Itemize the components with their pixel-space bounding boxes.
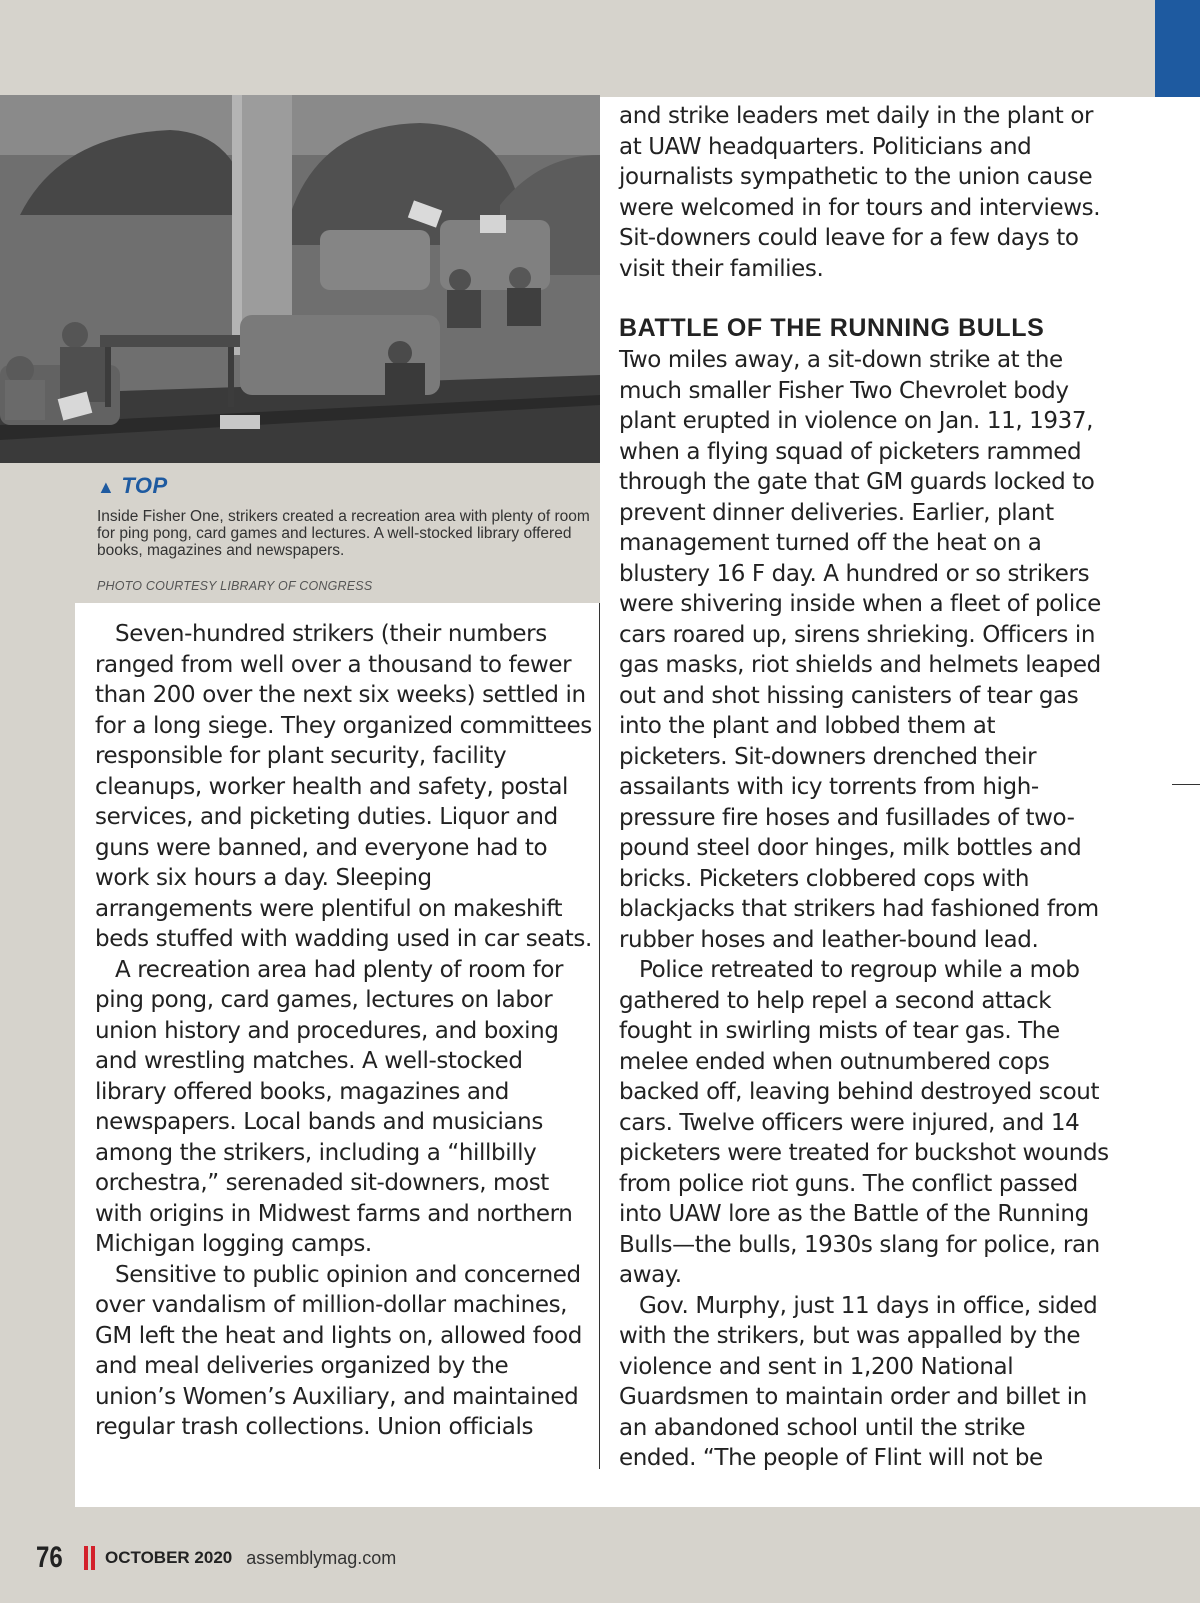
column-divider <box>599 603 600 1469</box>
paragraph: Police retreated to regroup while a mob gathered to help repel a second attack fought in swirling mists of tear gas. The melee ended when outnumbered cops backed off, leaving behind destroyed scout cars. Twelve officers were injured, and 14 picketers were treated for buckshot wounds from police riot guns. The conflict passed into UAW lore as the Battle of the Running Bulls—the bulls, 1930s slang for police, ran away. <box>619 957 1109 1288</box>
paragraph: Sensitive to public opinion and concerned over vandalism of million-dollar machines, GM left the heat and lights on, allowed food and meal deliveries organized by the union’s Women’s Auxiliary, and maintained regular trash collections. Union officials <box>95 1261 582 1440</box>
paragraph: A recreation area had plenty of room for ping pong, card games, lectures on labor union history and procedures, and boxing and wrestling matches. A well-stocked library offered books, magazines and newspapers. Local bands and musicians among the strikers, including a “hillbilly orchestra,” serenaded sit-downers, most with origins in Midwest farms and northern Michigan logging camps. <box>95 956 573 1257</box>
paragraph: Two miles away, a sit-down strike at the much smaller Fisher Two Chevrolet body plant erupted in violence on Jan. 11, 1937, when a flying squad of picketers rammed through the gate that GM guards locked to prevent dinner deliveries. Earlier, plant management turned off the heat on a blustery 16 F day. A hundred or so strikers were shivering inside when a fleet of police cars roared up, sirens shrieking. Officers in gas masks, riot shields and helmets leaped out and shot hissing canisters of tear gas into the plant and lobbed them at picketers. Sit-downers drenched their assailants with icy torrents from high-pressure fire hoses and fusillades of two-pound steel door hinges, milk bottles and bricks. Picketers clobbered cops with blackjacks that strikers had fashioned from rubber hoses and leather-bound lead. <box>619 347 1101 953</box>
section-heading: BATTLE OF THE RUNNING BULLS <box>619 314 1045 342</box>
caption-heading: ▲ TOP <box>97 473 168 498</box>
edge-rule <box>1172 784 1200 785</box>
right-column-top <box>619 101 1109 284</box>
top-band <box>0 0 1200 95</box>
blue-tab <box>1155 0 1200 97</box>
photo-credit: PHOTO COURTESY LIBRARY OF CONGRESS <box>97 579 373 593</box>
up-triangle-icon: ▲ <box>97 477 116 497</box>
issue-date: OCTOBER 2020 <box>105 1548 233 1567</box>
caption-text: Inside Fisher One, strikers created a recreation area with plenty of room for ping pong, card games and lectures. A well-stocked library offered books, magazines and newspapers. <box>97 508 590 559</box>
paragraph: Seven-hundred strikers (their numbers ranged from well over a thousand to fewer than 200 over the next six weeks) settled in for a long siege. They organized committees responsible for plant security, facility cleanups, worker health and safety, postal services, and picketing duties. Liquor and guns were banned, and everyone had to work six hours a day. Sleeping arrangements were plentiful on makeshift beds stuffed with wadding used in car seats. <box>95 621 592 952</box>
strikers-photo <box>0 95 600 463</box>
page-number: 76 <box>36 1541 63 1574</box>
page-footer <box>36 1540 396 1576</box>
left-column <box>95 619 595 1443</box>
right-column <box>619 345 1109 1474</box>
paragraph: Gov. Murphy, just 11 days in office, sided with the strikers, but was appalled by the violence and sent in 1,200 National Guardsmen to maintain order and billet in an abandoned school until the strike ended. “The people of Flint will not be <box>619 1292 1098 1471</box>
photo-caption <box>0 463 600 603</box>
site-url[interactable]: assemblymag.com <box>246 1547 397 1568</box>
red-bars-icon <box>84 1546 95 1570</box>
paragraph: and strike leaders met daily in the plant or at UAW headquarters. Politicians and journalists sympathetic to the union cause were welcomed in for tours and interviews. Sit-downers could leave for a few days to visit their families. <box>619 103 1101 282</box>
